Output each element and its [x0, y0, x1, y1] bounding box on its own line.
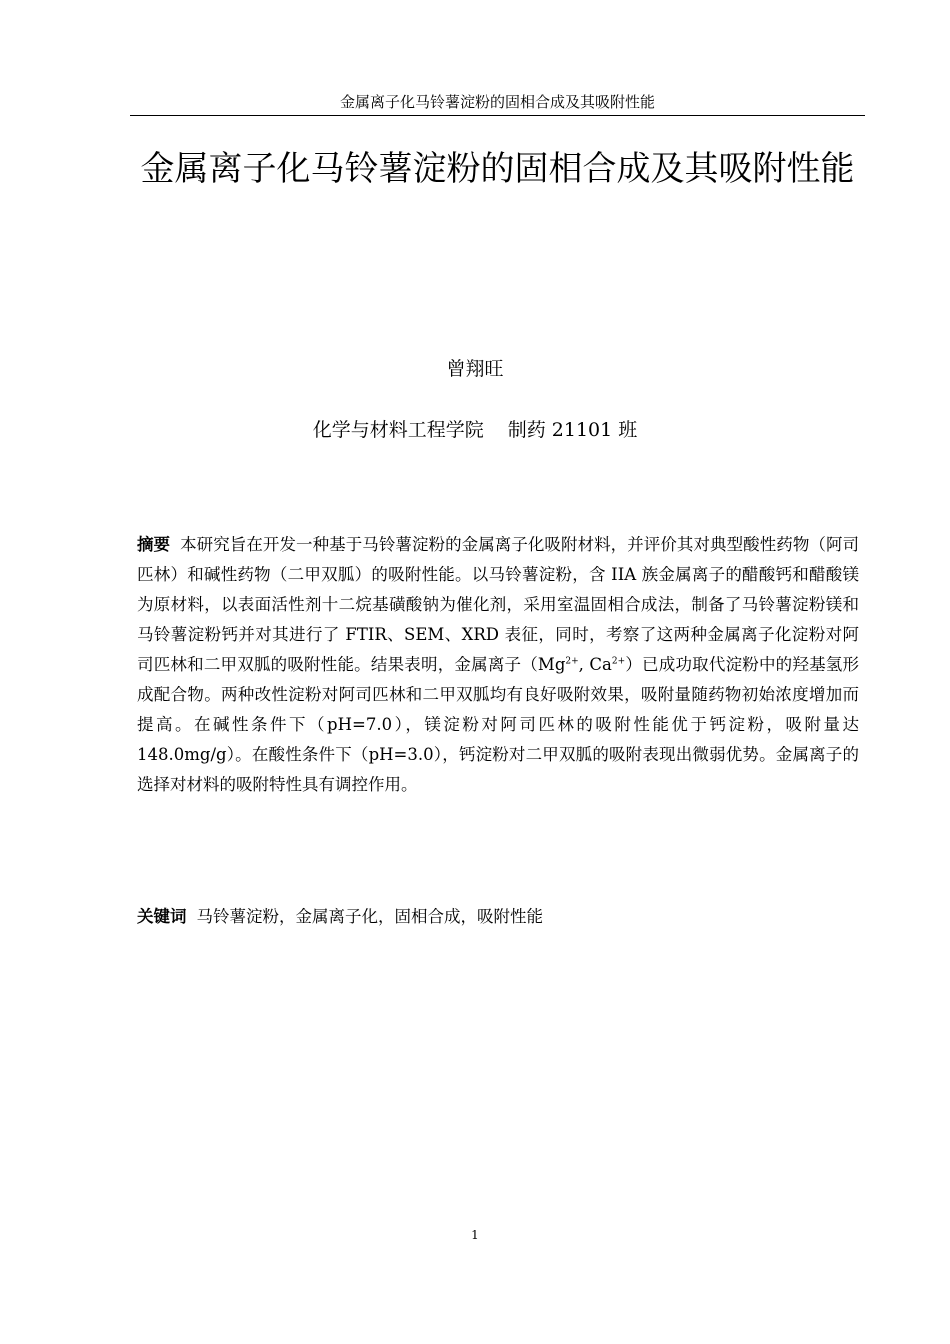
abstract-text-2: , Ca: [578, 655, 612, 674]
keywords-text: 马铃薯淀粉，金属离子化，固相合成，吸附性能: [196, 907, 543, 926]
keywords-label: 关键词: [137, 907, 187, 926]
abstract-text-1: 本研究旨在开发一种基于马铃薯淀粉的金属离子化吸附材料，并评价其对典型酸性药物（阿司匹林）和碱性药物（二甲双胍）的吸附性能。以马铃薯淀粉，含 IIA 族金属离子的醋酸钙和醋酸镁为原材料，以表面活性剂十二烷基磺酸钠为催化剂，采用室温固相合成法，制备了马铃薯淀粉镁和马铃薯淀粉钙并对其进行了 FTIR、SEM、XRD 表征，同时，考察了这两种金属离子化淀粉对阿司匹林和二甲双胍的吸附性能。结果表明，金属离子（Mg: [137, 535, 860, 674]
paper-title: 金属离子化马铃薯淀粉的固相合成及其吸附性能: [140, 149, 855, 189]
abstract: [137, 530, 859, 800]
affiliation-school: 化学与材料工程学院: [312, 419, 484, 441]
author-name: 曾翔旺: [446, 358, 504, 380]
keywords: [137, 902, 859, 932]
affiliation-class: 制药 21101 班: [507, 419, 638, 441]
affiliation: [0, 416, 950, 444]
abstract-label: 摘要: [137, 535, 171, 554]
abstract-superscript-1: 2+: [565, 656, 579, 667]
page-number: 1: [471, 1228, 479, 1242]
running-header: 金属离子化马铃薯淀粉的固相合成及其吸附性能: [130, 92, 865, 116]
abstract-superscript-2: 2+: [611, 656, 626, 667]
abstract-text-3: ）已成功取代淀粉中的羟基氢形成配合物。两种改性淀粉对阿司匹林和二甲双胍均有良好吸附效果，吸附量随药物初始浓度增加而提高。在碱性条件下（pH=7.0），镁淀粉对阿司匹林的吸附性能优于钙淀粉，吸附量达 148.0mg/g）。在酸性条件下（pH=3.0），钙淀粉对二甲双胍的吸附表现出微弱优势。金属离子的选择对材料的吸附特性具有调控作用。: [137, 655, 860, 794]
